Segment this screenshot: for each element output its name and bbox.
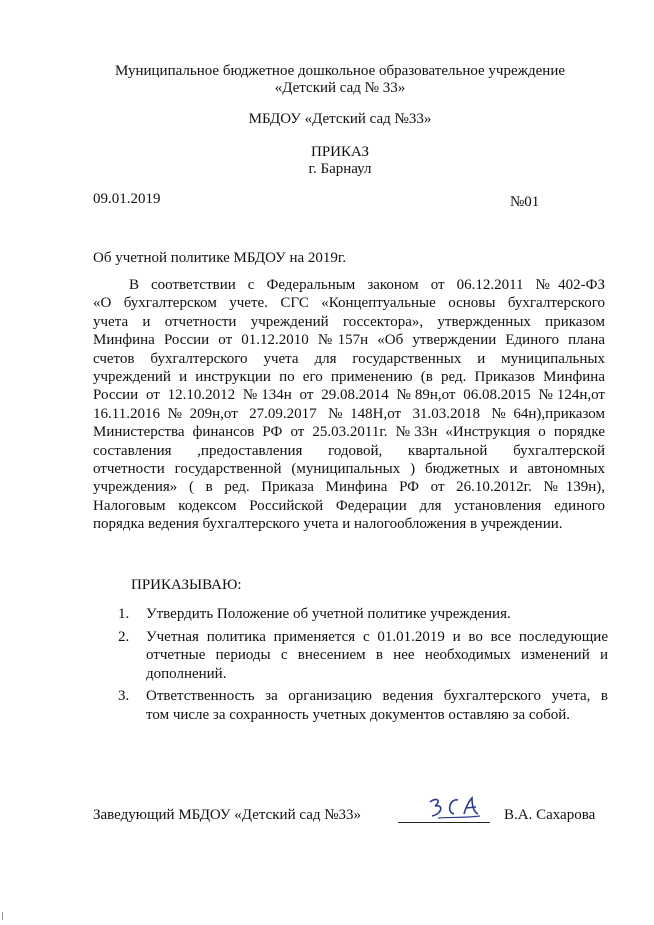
preamble-line: «О бухгалтерском учете. СГС «Концептуальные основы бухгалтерского xyxy=(93,295,605,312)
order-item xyxy=(118,687,608,724)
order-item-number: 3. xyxy=(118,688,130,704)
preamble xyxy=(93,276,605,534)
document-type: ПРИКАЗ xyxy=(311,144,369,160)
order-item xyxy=(118,628,608,684)
order-word: ПРИКАЗЫВАЮ: xyxy=(131,577,242,593)
preamble-line: Министерства финансов РФ от 25.03.2011г. №33н «Инструкция о порядке xyxy=(93,424,605,441)
preamble-line: порядка ведения бухгалтерского учета и налогообложения в учреждении. xyxy=(93,516,563,533)
org-name-line2: «Детский сад № 33» xyxy=(274,80,406,96)
city: г. Барнаул xyxy=(308,161,372,177)
preamble-line: Минфина России от 01.12.2010 №157н «Об утверждении Единого плана xyxy=(93,332,605,349)
preamble-line: учреждения» ( в ред. Приказа Минфина РФ от 26.10.2012г. №139н), xyxy=(93,479,605,496)
signatory-name: В.А. Сахарова xyxy=(504,807,596,823)
preamble-line: счетов бухгалтерского учета для государственных и муниципальных xyxy=(93,350,605,367)
order-item-line: Учетная политика применяется с 01.01.2019 и во все последующие xyxy=(146,628,608,645)
order-item-number: 1. xyxy=(118,606,130,622)
handwritten-signature xyxy=(420,794,490,826)
order-item-line: Ответственность за организацию ведения бухгалтерского учета, в xyxy=(146,688,608,704)
preamble-line: отчетности государственной (муниципальных ) бюджетных и автономных xyxy=(93,461,605,478)
preamble-line: Налоговым кодексом Российской Федерации для установления единого xyxy=(93,497,605,514)
order-item-line: Утвердить Положение об учетной политике учреждения. xyxy=(146,606,511,622)
document-subject: Об учетной политике МБДОУ на 2019г. xyxy=(93,250,347,266)
order-item-line: дополнений. xyxy=(146,665,227,682)
preamble-line: учета и отчетности учреждений госсектора», утвержденных приказом xyxy=(93,313,605,330)
preamble-line: составления ,предоставления годовой, квартальной бухгалтерской xyxy=(93,442,605,459)
preamble-line: учреждений и инструкции по его применению (в ред. Приказов Минфина xyxy=(93,369,605,386)
order-items xyxy=(118,605,608,724)
order-item xyxy=(118,605,608,624)
order-item-line: отчетные периоды с внесением в нее необходимых изменений и xyxy=(146,647,608,663)
preamble-line: 16.11.2016№209н,от 27.09.2017 №148Н,от 31.03.2018 №64н),приказом xyxy=(93,405,605,422)
order-item-line: том числе за сохранность учетных документов оставляю за собой. xyxy=(146,706,570,723)
signatory-position: Заведующий МБДОУ «Детский сад №33» xyxy=(93,807,362,823)
document-date: 09.01.2019 xyxy=(93,191,161,207)
org-name-line1: Муниципальное бюджетное дошкольное образовательное учреждение xyxy=(115,63,565,79)
scan-edge-mark xyxy=(2,912,3,920)
document-number: №01 xyxy=(510,194,540,210)
preamble-line: России от 12.10.2012 №134н от 29.08.2014 №89н,от 06.08.2015 №124н,от xyxy=(93,387,605,404)
preamble-line: В соответствии с Федеральным законом от 06.12.2011 №402-ФЗ xyxy=(129,277,605,293)
org-short-name: МБДОУ «Детский сад №33» xyxy=(248,111,432,127)
order-item-number: 2. xyxy=(118,628,130,645)
